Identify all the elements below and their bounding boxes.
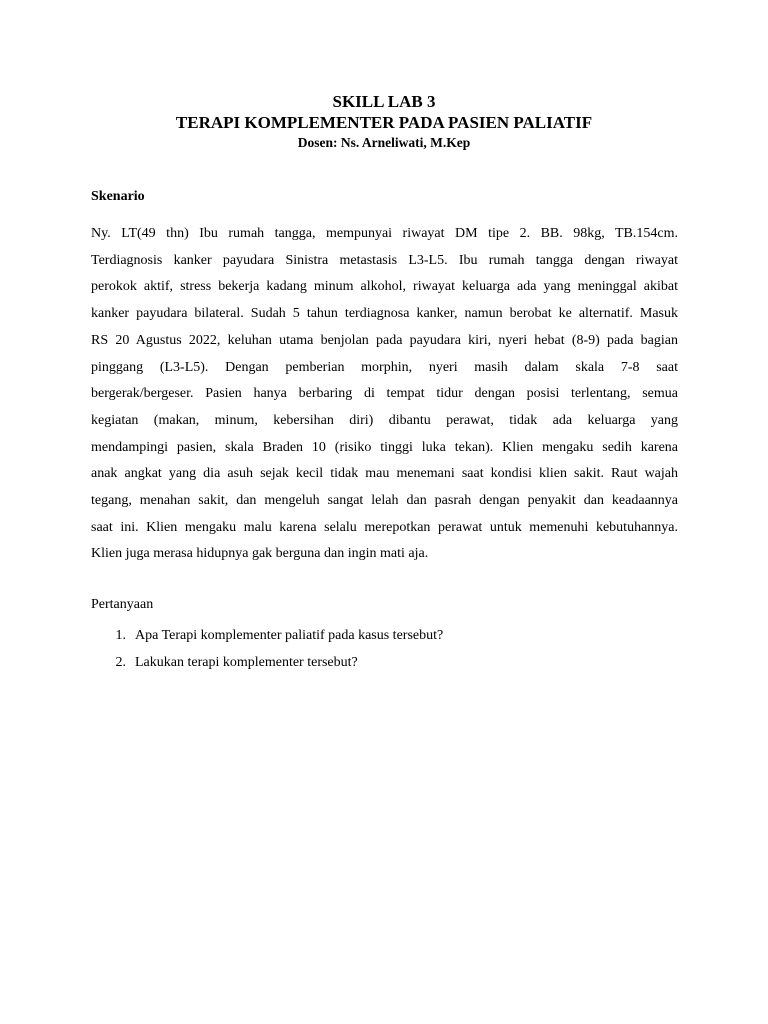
question-item [91, 649, 678, 676]
scenario-line: pinggang (L3-L5). Dengan pemberian morphin, nyeri masih dalam skala 7-8 saat [91, 359, 678, 375]
questions-list [91, 622, 678, 676]
document-title-line2: TERAPI KOMPLEMENTER PADA PASIEN PALIATIF [175, 113, 593, 132]
question-item [91, 622, 678, 649]
scenario-line: kanker payudara bilateral. Sudah 5 tahun terdiagnosa kanker, namun berobat ke alternatif. Masuk [91, 306, 678, 322]
question-number: 1. [115, 628, 126, 643]
scenario-line: perokok aktif, stress bekerja kadang minum alkohol, riwayat keluarga ada yang meninggal akibat [91, 279, 678, 295]
question-number: 2. [115, 655, 126, 670]
question-text: Lakukan terapi komplementer tersebut? [135, 655, 358, 670]
question-text: Apa Terapi komplementer paliatif pada kasus tersebut? [135, 628, 444, 643]
scenario-line: bergerak/bergeser. Pasien hanya berbaring di tempat tidur dengan posisi terlentang, semua [91, 386, 678, 402]
scenario-paragraph [91, 221, 678, 568]
scenario-line: kegiatan (makan, minum, kebersihan diri) dibantu perawat, tidak ada keluarga yang [91, 412, 678, 428]
lecturer-line: Dosen: Ns. Arneliwati, M.Kep [297, 135, 471, 150]
scenario-line: Ny. LT(49 thn) Ibu rumah tangga, mempunyai riwayat DM tipe 2. BB. 98kg, TB.154cm. [91, 226, 678, 241]
scenario-heading: Skenario [91, 189, 145, 204]
scenario-line: Klien juga merasa hidupnya gak berguna dan ingin mati aja. [91, 546, 429, 562]
scenario-line: mendampingi pasien, skala Braden 10 (risiko tinggi luka tekan). Klien mengaku sedih karena [91, 439, 678, 455]
scenario-line: Terdiagnosis kanker payudara Sinistra metastasis L3-L5. Ibu rumah tangga dengan riwayat [91, 252, 678, 268]
document-title-line1: SKILL LAB 3 [332, 92, 436, 111]
scenario-line: tegang, menahan sakit, dan mengeluh sangat lelah dan pasrah dengan penyakit dan keadaannya [91, 493, 678, 509]
scenario-line: anak angkat yang dia asuh sejak kecil tidak mau menemani saat kondisi klien sakit. Raut wajah [91, 466, 678, 482]
scenario-line: RS 20 Agustus 2022, keluhan utama benjolan pada payudara kiri, nyeri hebat (8-9) pada bagian [91, 332, 678, 348]
questions-heading: Pertanyaan [91, 597, 154, 612]
scenario-line: saat ini. Klien mengaku malu karena selalu merepotkan perawat untuk memenuhi kebutuhannya. [91, 519, 678, 535]
